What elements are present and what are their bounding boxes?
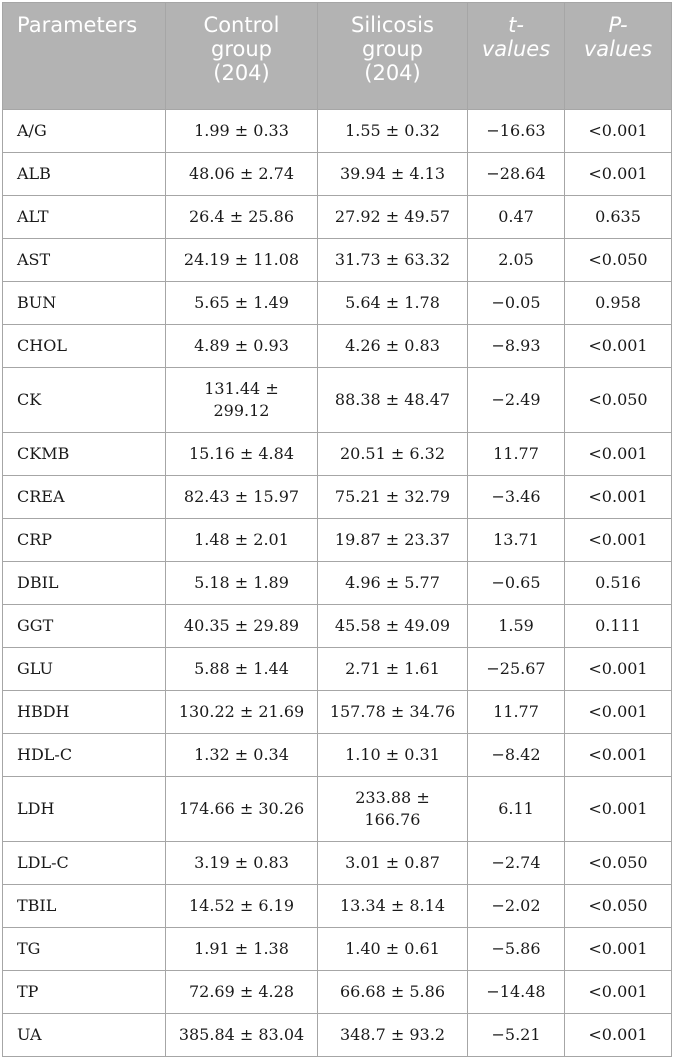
cell-t-value: −14.48 (468, 971, 565, 1014)
cell-control: 385.84 ± 83.04 (166, 1014, 318, 1057)
cell-t-value: −8.42 (468, 734, 565, 777)
header-control-group: Control group (204) (166, 3, 318, 110)
cell-parameter: LDH (3, 777, 166, 842)
table-row (3, 777, 672, 842)
cell-silicosis: 75.21 ± 32.79 (318, 476, 468, 519)
table-row (3, 519, 672, 562)
cell-p-value: <0.001 (565, 691, 672, 734)
cell-control: 82.43 ± 15.97 (166, 476, 318, 519)
cell-p-value: <0.001 (565, 971, 672, 1014)
cell-p-value: <0.001 (565, 734, 672, 777)
cell-p-value: <0.001 (565, 777, 672, 842)
cell-p-value: 0.958 (565, 282, 672, 325)
cell-silicosis: 13.34 ± 8.14 (318, 885, 468, 928)
cell-silicosis: 88.38 ± 48.47 (318, 368, 468, 433)
cell-parameter: ALT (3, 196, 166, 239)
cell-p-value: <0.001 (565, 519, 672, 562)
cell-t-value: 13.71 (468, 519, 565, 562)
table-row (3, 196, 672, 239)
cell-t-value: −0.05 (468, 282, 565, 325)
cell-control: 1.91 ± 1.38 (166, 928, 318, 971)
table-row (3, 691, 672, 734)
cell-silicosis: 3.01 ± 0.87 (318, 842, 468, 885)
cell-control: 5.65 ± 1.49 (166, 282, 318, 325)
cell-p-value: 0.635 (565, 196, 672, 239)
cell-p-value: <0.050 (565, 842, 672, 885)
cell-silicosis: 19.87 ± 23.37 (318, 519, 468, 562)
table-row (3, 928, 672, 971)
cell-control (166, 368, 318, 433)
table-row (3, 476, 672, 519)
table-row (3, 885, 672, 928)
cell-control-line1: 131.44 ± (204, 379, 279, 398)
cell-control: 5.88 ± 1.44 (166, 648, 318, 691)
table-row (3, 734, 672, 777)
cell-control: 48.06 ± 2.74 (166, 153, 318, 196)
cell-silicosis: 1.40 ± 0.61 (318, 928, 468, 971)
cell-silicosis: 1.55 ± 0.32 (318, 110, 468, 153)
cell-silicosis (318, 777, 468, 842)
cell-silicosis: 39.94 ± 4.13 (318, 153, 468, 196)
cell-control: 5.18 ± 1.89 (166, 562, 318, 605)
table-row (3, 368, 672, 433)
cell-control: 14.52 ± 6.19 (166, 885, 318, 928)
cell-t-value: −2.49 (468, 368, 565, 433)
cell-parameter: HBDH (3, 691, 166, 734)
cell-p-value: <0.001 (565, 1014, 672, 1057)
cell-t-value: −3.46 (468, 476, 565, 519)
cell-parameter: AST (3, 239, 166, 282)
cell-control: 1.32 ± 0.34 (166, 734, 318, 777)
cell-parameter: GLU (3, 648, 166, 691)
cell-t-value: −5.86 (468, 928, 565, 971)
cell-control: 24.19 ± 11.08 (166, 239, 318, 282)
cell-t-value: 11.77 (468, 691, 565, 734)
cell-parameter: TBIL (3, 885, 166, 928)
header-parameters: Parameters (3, 3, 166, 110)
table-row (3, 648, 672, 691)
cell-silicosis-line2: 166.76 (364, 810, 421, 829)
cell-p-value: <0.050 (565, 368, 672, 433)
cell-parameter: LDL-C (3, 842, 166, 885)
cell-parameter: CK (3, 368, 166, 433)
cell-control: 15.16 ± 4.84 (166, 433, 318, 476)
cell-t-value: 0.47 (468, 196, 565, 239)
cell-p-value: <0.001 (565, 325, 672, 368)
cell-silicosis: 348.7 ± 93.2 (318, 1014, 468, 1057)
cell-parameter: DBIL (3, 562, 166, 605)
cell-parameter: HDL-C (3, 734, 166, 777)
cell-p-value: <0.050 (565, 239, 672, 282)
cell-t-value: 6.11 (468, 777, 565, 842)
cell-control: 72.69 ± 4.28 (166, 971, 318, 1014)
cell-p-value: <0.050 (565, 885, 672, 928)
cell-t-value: 11.77 (468, 433, 565, 476)
cell-t-value: −28.64 (468, 153, 565, 196)
cell-t-value: 1.59 (468, 605, 565, 648)
cell-parameter: TP (3, 971, 166, 1014)
cell-p-value: 0.111 (565, 605, 672, 648)
cell-silicosis: 5.64 ± 1.78 (318, 282, 468, 325)
cell-control: 26.4 ± 25.86 (166, 196, 318, 239)
cell-p-value: <0.001 (565, 110, 672, 153)
cell-parameter: A/G (3, 110, 166, 153)
cell-t-value: −16.63 (468, 110, 565, 153)
table-row (3, 971, 672, 1014)
table-row (3, 433, 672, 476)
header-row (3, 3, 672, 110)
cell-p-value: 0.516 (565, 562, 672, 605)
cell-silicosis: 20.51 ± 6.32 (318, 433, 468, 476)
cell-silicosis-line1: 233.88 ± (355, 788, 430, 807)
table-row (3, 110, 672, 153)
header-p-values: P- values (565, 3, 672, 110)
cell-t-value: −2.02 (468, 885, 565, 928)
cell-control: 3.19 ± 0.83 (166, 842, 318, 885)
cell-t-value: −25.67 (468, 648, 565, 691)
cell-control: 1.99 ± 0.33 (166, 110, 318, 153)
table-row (3, 842, 672, 885)
cell-silicosis: 1.10 ± 0.31 (318, 734, 468, 777)
cell-t-value: 2.05 (468, 239, 565, 282)
cell-t-value: −8.93 (468, 325, 565, 368)
header-t-values: t- values (468, 3, 565, 110)
cell-control-line2: 299.12 (213, 401, 270, 420)
cell-silicosis: 4.96 ± 5.77 (318, 562, 468, 605)
cell-control: 130.22 ± 21.69 (166, 691, 318, 734)
header-silicosis-group: Silicosis group (204) (318, 3, 468, 110)
table-row (3, 325, 672, 368)
cell-control: 40.35 ± 29.89 (166, 605, 318, 648)
biochemical-parameters-table (2, 2, 672, 1057)
table-row (3, 239, 672, 282)
cell-silicosis: 2.71 ± 1.61 (318, 648, 468, 691)
cell-parameter: UA (3, 1014, 166, 1057)
cell-t-value: −0.65 (468, 562, 565, 605)
cell-parameter: CKMB (3, 433, 166, 476)
cell-parameter: ALB (3, 153, 166, 196)
table-row (3, 153, 672, 196)
cell-control: 1.48 ± 2.01 (166, 519, 318, 562)
cell-p-value: <0.001 (565, 153, 672, 196)
cell-p-value: <0.001 (565, 928, 672, 971)
cell-t-value: −2.74 (468, 842, 565, 885)
table-row (3, 1014, 672, 1057)
table-row (3, 282, 672, 325)
cell-p-value: <0.001 (565, 648, 672, 691)
cell-silicosis: 31.73 ± 63.32 (318, 239, 468, 282)
table-row (3, 562, 672, 605)
cell-silicosis: 27.92 ± 49.57 (318, 196, 468, 239)
cell-parameter: CREA (3, 476, 166, 519)
cell-p-value: <0.001 (565, 433, 672, 476)
table-row (3, 605, 672, 648)
cell-control: 174.66 ± 30.26 (166, 777, 318, 842)
cell-p-value: <0.001 (565, 476, 672, 519)
cell-silicosis: 45.58 ± 49.09 (318, 605, 468, 648)
cell-parameter: CRP (3, 519, 166, 562)
cell-parameter: BUN (3, 282, 166, 325)
cell-control: 4.89 ± 0.93 (166, 325, 318, 368)
cell-silicosis: 66.68 ± 5.86 (318, 971, 468, 1014)
cell-t-value: −5.21 (468, 1014, 565, 1057)
cell-silicosis: 4.26 ± 0.83 (318, 325, 468, 368)
cell-parameter: TG (3, 928, 166, 971)
cell-silicosis: 157.78 ± 34.76 (318, 691, 468, 734)
cell-parameter: CHOL (3, 325, 166, 368)
cell-parameter: GGT (3, 605, 166, 648)
